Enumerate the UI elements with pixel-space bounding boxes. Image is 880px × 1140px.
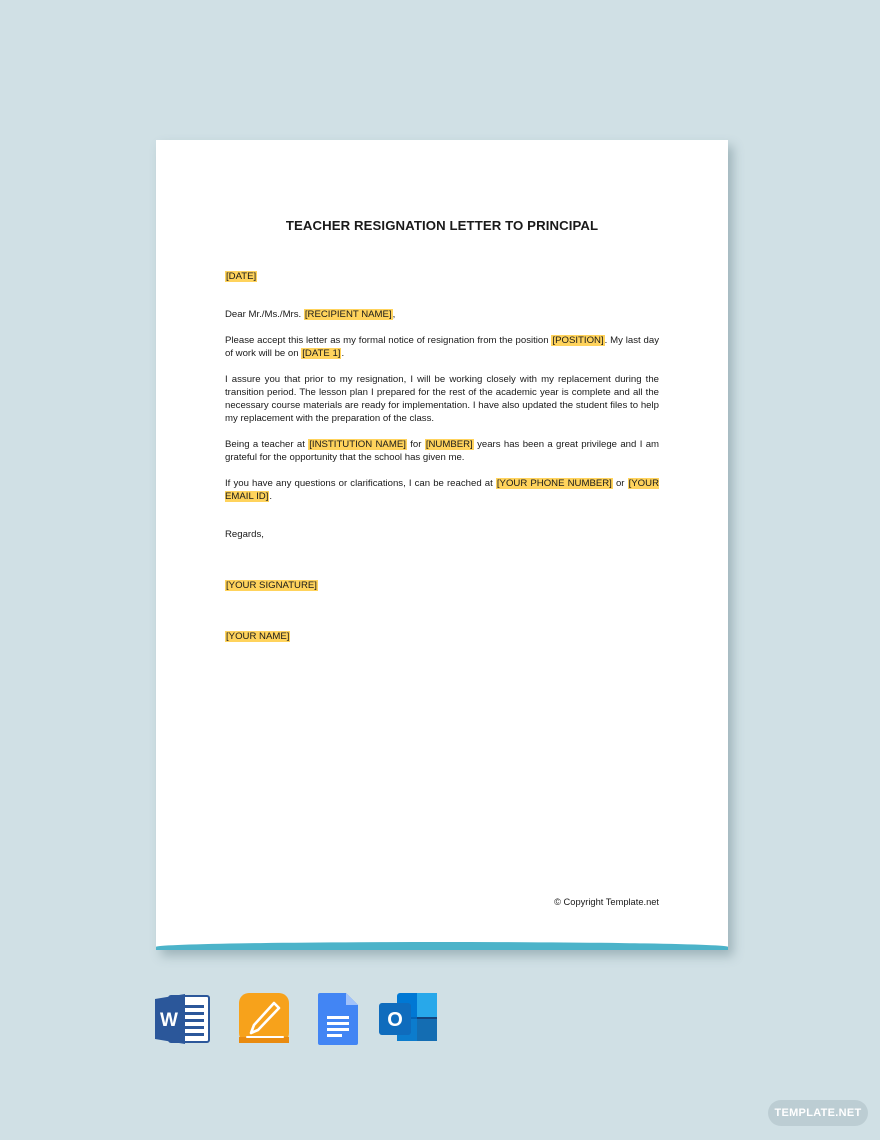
privilege-text-c: years has been a great privilege and I am grateful for the opportunity that the school has given me.: [225, 439, 660, 463]
paragraph-notice: [225, 334, 659, 360]
date1-placeholder: [DATE 1]: [302, 348, 341, 359]
recipient-placeholder: [RECIPIENT NAME]: [304, 309, 392, 320]
notice-text-b: . My last day of work will be on: [225, 335, 660, 359]
salutation-prefix: Dear Mr./Ms./Mrs.: [225, 309, 302, 320]
contact-text-b: or: [615, 478, 625, 489]
contact-text-a: If you have any questions or clarifications, I can be reached at: [225, 478, 493, 489]
privilege-text-b: for: [410, 439, 422, 450]
email-placeholder: [YOUR EMAIL ID]: [225, 478, 659, 502]
signature-line: [225, 579, 659, 592]
paragraph-contact: [225, 477, 659, 503]
institution-placeholder: [INSTITUTION NAME]: [309, 439, 406, 450]
position-placeholder: [POSITION]: [552, 335, 604, 346]
document-title: TEACHER RESIGNATION LETTER TO PRINCIPAL: [285, 218, 599, 233]
name-placeholder: [YOUR NAME]: [226, 631, 290, 642]
word-icon[interactable]: [155, 993, 211, 1050]
outlook-icon[interactable]: [379, 993, 439, 1050]
word-icon-letter: W: [160, 1010, 178, 1031]
number-placeholder: [NUMBER]: [425, 439, 473, 450]
google-docs-icon[interactable]: [318, 993, 358, 1050]
pages-icon[interactable]: [239, 993, 291, 1050]
signature-placeholder: [YOUR SIGNATURE]: [226, 580, 317, 591]
paragraph-transition: I assure you that prior to my resignation, I will be working closely with my replacement during the transition period. The lesson plan I prepared for the rest of the academic year is complete and all the necessary course materials are ready for implementation. I have also updated the student files to help my replacement with the preparation of the class.: [225, 374, 659, 424]
outlook-icon-letter: O: [387, 1009, 403, 1031]
letter-body: [225, 270, 659, 643]
paragraph-privilege: [225, 438, 659, 464]
template-net-badge[interactable]: TEMPLATE.NET: [768, 1100, 868, 1126]
notice-text-a: Please accept this letter as my formal notice of resignation from the position: [225, 335, 549, 346]
document-page: [156, 140, 728, 950]
date-line: [225, 270, 659, 283]
salutation: [225, 308, 659, 321]
notice-text-c: .: [341, 348, 345, 359]
page-bottom-stripe: [156, 942, 728, 950]
phone-placeholder: [YOUR PHONE NUMBER]: [496, 478, 612, 489]
closing: Regards,: [225, 529, 264, 540]
name-line: [225, 630, 659, 643]
privilege-text-a: Being a teacher at: [225, 439, 305, 450]
contact-text-c: .: [269, 491, 273, 502]
date-placeholder: [DATE]: [226, 271, 257, 282]
copyright-notice: © Copyright Template.net: [554, 897, 659, 907]
salutation-suffix: ,: [392, 309, 396, 320]
